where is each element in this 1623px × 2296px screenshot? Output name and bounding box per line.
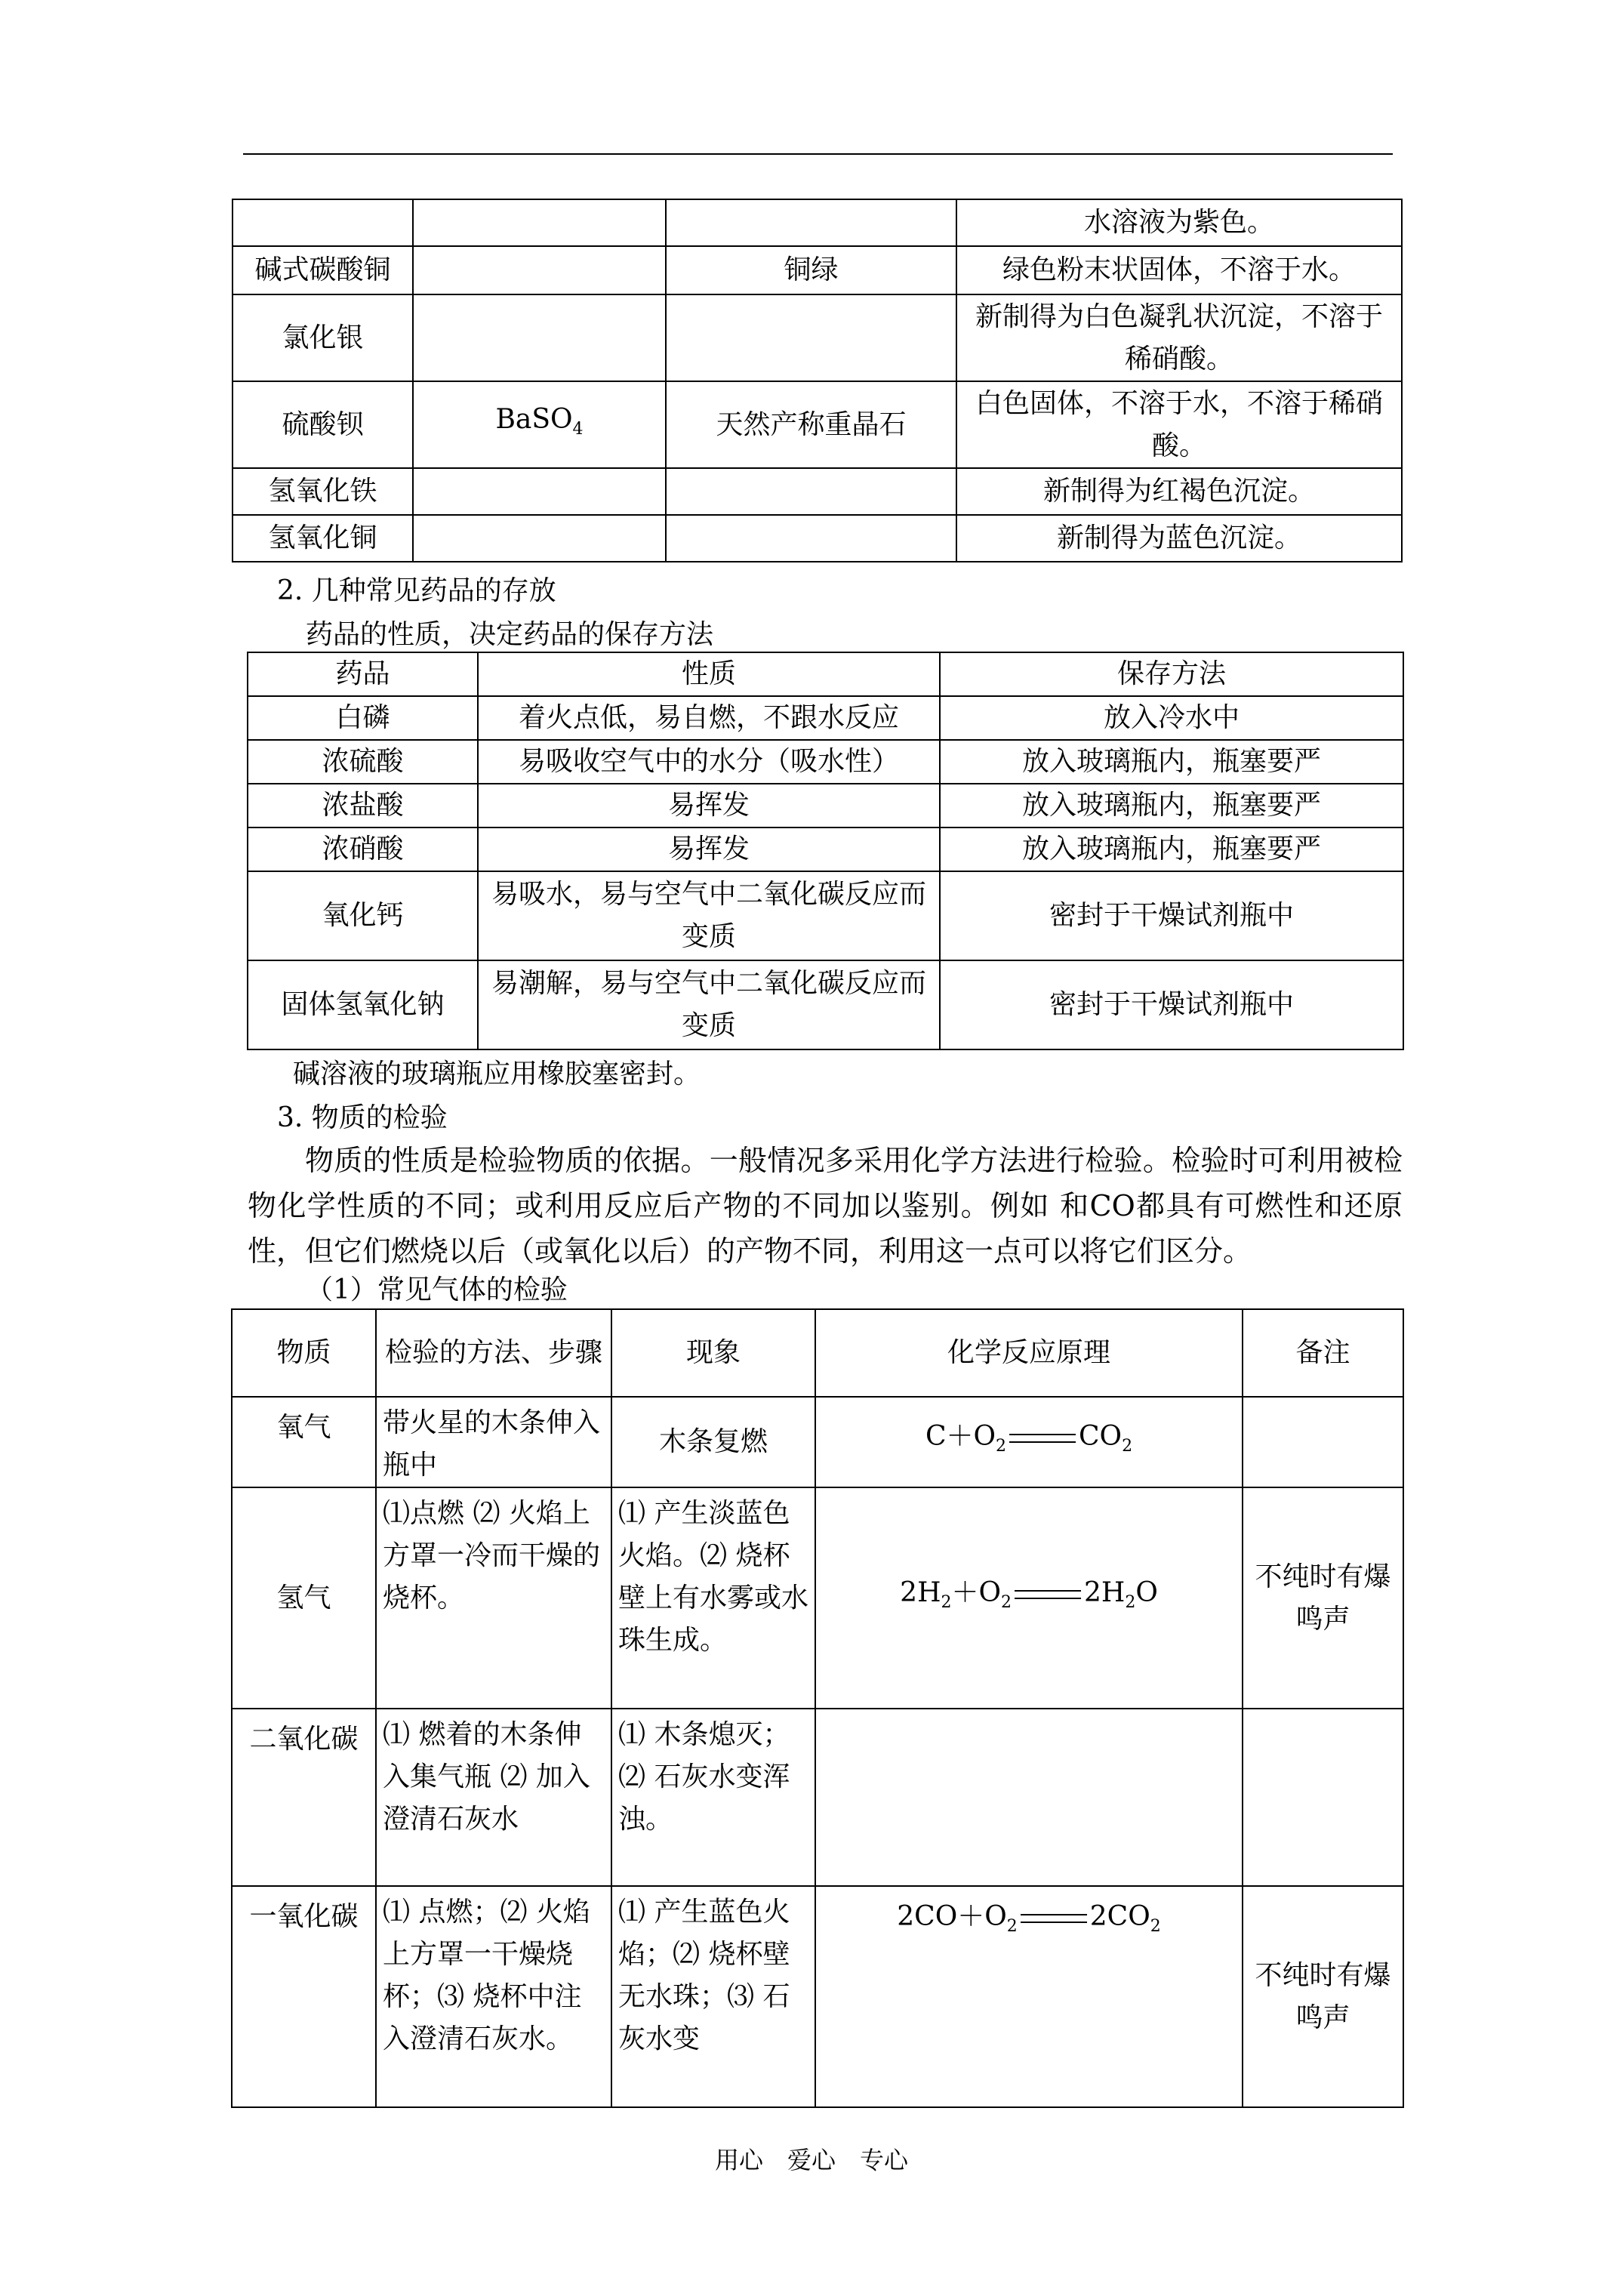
cell-substance: 氢气 — [232, 1487, 376, 1709]
cell-drug: 浓硝酸 — [248, 827, 478, 871]
eq-subscript: 2 — [1122, 1437, 1133, 1456]
eq-text: O — [1135, 1576, 1158, 1608]
table-row — [248, 740, 1403, 784]
cell-name — [233, 199, 413, 246]
cell-name: 氢氧化铜 — [233, 515, 413, 562]
cell-name: 氢氧化铁 — [233, 468, 413, 515]
cell-common — [666, 294, 956, 381]
eq-subscript: 2 — [1006, 1917, 1018, 1937]
cell-method: 带火星的木条伸入瓶中 — [376, 1397, 611, 1487]
eq-subscript: 2 — [941, 1593, 952, 1613]
header-drug: 药品 — [248, 652, 478, 696]
cell-phenomenon: 木条复燃 — [611, 1397, 815, 1487]
header-principle: 化学反应原理 — [815, 1309, 1243, 1397]
header-phenomenon: 现象 — [611, 1309, 815, 1397]
cell-note: 不纯时有爆鸣声 — [1243, 1886, 1403, 2107]
cell-equation-empty — [815, 1709, 1243, 1886]
cell-phenomenon: ⑴ 产生蓝色火焰；⑵ 烧杯壁无水珠；⑶ 石灰水变 — [611, 1886, 815, 2107]
table-row — [248, 784, 1403, 827]
cell-common: 铜绿 — [666, 246, 956, 294]
cell-drug: 浓硫酸 — [248, 740, 478, 784]
eq-text: 2H — [900, 1576, 941, 1608]
cell-desc: 水溶液为紫色。 — [956, 199, 1402, 246]
cell-property: 易挥发 — [478, 784, 940, 827]
cell-formula — [413, 515, 666, 562]
cell-desc: 新制得为红褐色沉淀。 — [956, 468, 1402, 515]
cell-desc: 绿色粉末状固体，不溶于水。 — [956, 246, 1402, 294]
header-substance: 物质 — [232, 1309, 376, 1397]
cell-formula — [413, 246, 666, 294]
formula-text: BaSO — [495, 403, 573, 435]
cell-substance: 氧气 — [232, 1397, 376, 1487]
header-rule — [243, 153, 1393, 155]
equals-sign — [1021, 1914, 1087, 1923]
cell-storage: 放入玻璃瓶内，瓶塞要严 — [940, 784, 1403, 827]
table-row — [248, 960, 1403, 1049]
eq-subscript: 2 — [1001, 1593, 1012, 1613]
table-row — [232, 1397, 1403, 1487]
cell-formula — [413, 468, 666, 515]
equals-sign — [1009, 1434, 1076, 1443]
table-row — [232, 1709, 1403, 1886]
formula-subscript: 4 — [572, 420, 584, 439]
cell-property: 着火点低，易自燃，不跟水反应 — [478, 696, 940, 740]
cell-equation-hydrogen — [815, 1487, 1243, 1709]
table-header-row — [248, 652, 1403, 696]
cell-desc: 白色固体，不溶于水，不溶于稀硝酸。 — [956, 381, 1402, 468]
cell-formula — [413, 294, 666, 381]
header-method: 检验的方法、步骤 — [376, 1309, 611, 1397]
cell-drug: 白磷 — [248, 696, 478, 740]
section2-intro: 药品的性质，决定药品的保存方法 — [306, 619, 714, 650]
page-footer: 用心 爱心 专心 — [714, 2146, 908, 2174]
section2-heading: 2. 几种常见药品的存放 — [277, 575, 556, 606]
cell-property: 易潮解，易与空气中二氧化碳反应而变质 — [478, 960, 940, 1049]
cell-property: 易吸收空气中的水分（吸水性） — [478, 740, 940, 784]
cell-desc: 新制得为白色凝乳状沉淀，不溶于稀硝酸。 — [956, 294, 1402, 381]
section2-note: 碱溶液的玻璃瓶应用橡胶塞密封。 — [293, 1059, 701, 1089]
cell-storage: 密封于干燥试剂瓶中 — [940, 871, 1403, 960]
section3-paragraph: 物质的性质是检验物质的依据。一般情况多采用化学方法进行检验。检验时可利用被检物化学性质的不同；或利用反应后产物的不同加以鉴别。例如 和CO都具有可燃性和还原性，但它们燃烧以后（或氧化以后）的产物不同，利用这一点可以将它们区分。 — [248, 1144, 1403, 1268]
storage-table — [247, 652, 1404, 1050]
table-row — [233, 381, 1402, 468]
cell-note — [1243, 1397, 1403, 1487]
table-row — [233, 199, 1402, 246]
table-row — [232, 1886, 1403, 2107]
header-storage: 保存方法 — [940, 652, 1403, 696]
table-row — [248, 696, 1403, 740]
eq-subscript: 2 — [1150, 1917, 1161, 1937]
cell-common — [666, 199, 956, 246]
cell-equation-co — [815, 1886, 1243, 2107]
equals-sign — [1015, 1590, 1081, 1599]
eq-text: 2H — [1084, 1576, 1126, 1608]
cell-note — [1243, 1709, 1403, 1886]
eq-text: CO — [1079, 1421, 1123, 1453]
cell-phenomenon: ⑴ 木条熄灭；⑵ 石灰水变浑浊。 — [611, 1709, 815, 1886]
eq-text: ＋O — [951, 1576, 1001, 1608]
header-note: 备注 — [1243, 1309, 1403, 1397]
cell-substance: 二氧化碳 — [232, 1709, 376, 1886]
cell-drug: 氧化钙 — [248, 871, 478, 960]
section3-heading: 3. 物质的检验 — [277, 1102, 448, 1133]
cell-storage: 放入冷水中 — [940, 696, 1403, 740]
cell-formula — [413, 199, 666, 246]
cell-method: ⑴ 燃着的木条伸入集气瓶 ⑵ 加入澄清石灰水 — [376, 1709, 611, 1886]
cell-drug: 浓盐酸 — [248, 784, 478, 827]
table-header-row — [232, 1309, 1403, 1397]
eq-subscript: 2 — [996, 1437, 1006, 1456]
cell-method: ⑴ 点燃；⑵ 火焰上方罩一干燥烧杯；⑶ 烧杯中注入澄清石灰水。 — [376, 1886, 611, 2107]
cell-storage: 放入玻璃瓶内，瓶塞要严 — [940, 827, 1403, 871]
cell-drug: 固体氢氧化钠 — [248, 960, 478, 1049]
section3-subheading: （1）常见气体的检验 — [306, 1274, 568, 1305]
cell-name: 硫酸钡 — [233, 381, 413, 468]
table-row — [248, 871, 1403, 960]
cell-storage: 放入玻璃瓶内，瓶塞要严 — [940, 740, 1403, 784]
eq-text: 2CO — [1089, 1901, 1150, 1932]
cell-method: ⑴点燃 ⑵ 火焰上方罩一冷而干燥的烧杯。 — [376, 1487, 611, 1709]
cell-equation-oxygen — [815, 1397, 1243, 1487]
eq-text: C＋O — [925, 1421, 996, 1453]
table-row — [233, 515, 1402, 562]
cell-phenomenon: ⑴ 产生淡蓝色火焰。⑵ 烧杯壁上有水雾或水珠生成。 — [611, 1487, 815, 1709]
cell-name: 氯化银 — [233, 294, 413, 381]
substance-table — [232, 199, 1403, 562]
table-row — [248, 827, 1403, 871]
cell-formula — [413, 381, 666, 468]
cell-property: 易吸水，易与空气中二氧化碳反应而变质 — [478, 871, 940, 960]
cell-common: 天然产称重晶石 — [666, 381, 956, 468]
cell-substance: 一氧化碳 — [232, 1886, 376, 2107]
cell-property: 易挥发 — [478, 827, 940, 871]
cell-common — [666, 468, 956, 515]
eq-text: 2CO＋O — [897, 1901, 1007, 1932]
eq-subscript: 2 — [1125, 1593, 1136, 1613]
header-property: 性质 — [478, 652, 940, 696]
cell-desc: 新制得为蓝色沉淀。 — [956, 515, 1402, 562]
table-row — [233, 294, 1402, 381]
cell-common — [666, 515, 956, 562]
cell-storage: 密封于干燥试剂瓶中 — [940, 960, 1403, 1049]
gas-test-table — [231, 1308, 1404, 2108]
table-row — [233, 246, 1402, 294]
table-row — [233, 468, 1402, 515]
cell-name: 碱式碳酸铜 — [233, 246, 413, 294]
cell-note: 不纯时有爆鸣声 — [1243, 1487, 1403, 1709]
table-row — [232, 1487, 1403, 1709]
